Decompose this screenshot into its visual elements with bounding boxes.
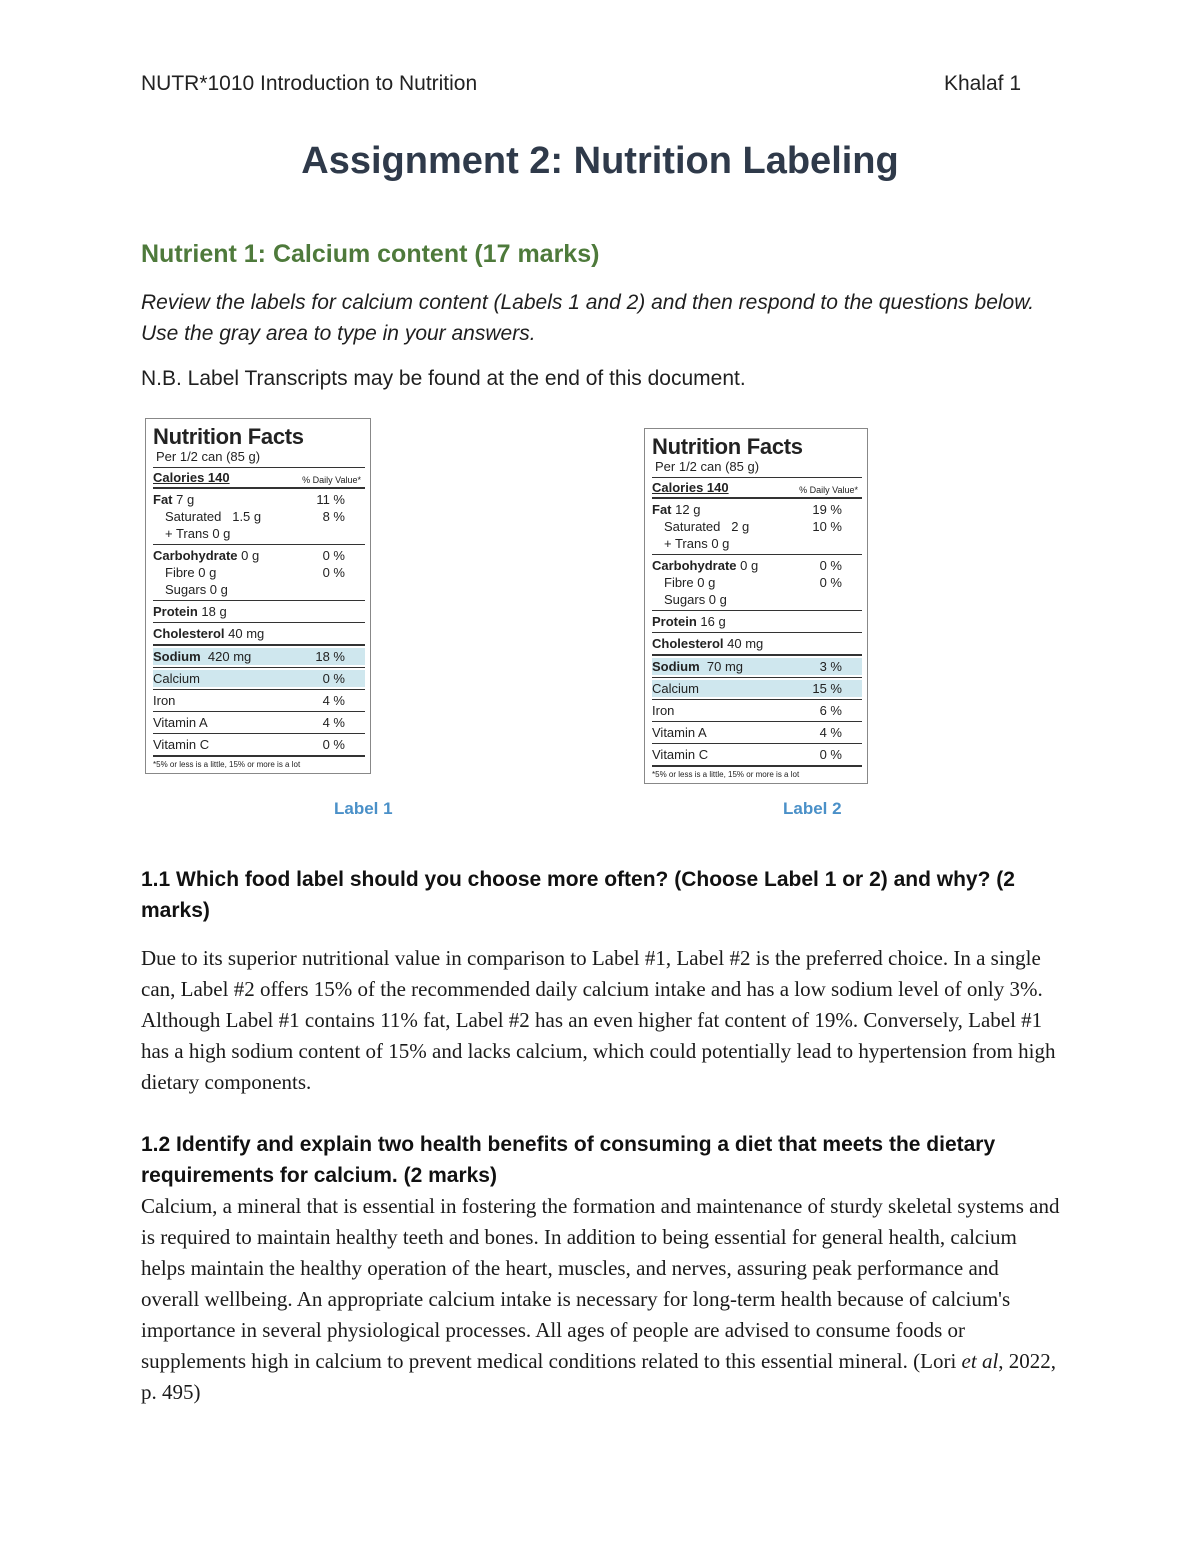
nf-row-trans: + Trans 0 g [664, 536, 730, 551]
nf-row-vitamin-a: Vitamin A 4 % [652, 725, 842, 740]
transcript-note: N.B. Label Transcripts may be found at the end of this document. [141, 367, 746, 390]
nf-serving: Per 1/2 can (85 g) [156, 449, 261, 464]
instructions: Review the labels for calcium content (Labels 1 and 2) and then respond to the questions below. Use the gray area to type in your answers. [141, 291, 1035, 345]
page-title: Assignment 2: Nutrition Labeling [301, 140, 899, 182]
nf-row-protein: Protein 16 g [652, 614, 726, 629]
nf-row-calcium: Calcium 15 % [652, 680, 862, 697]
answer-1-2: Calcium, a mineral that is essential in fostering the formation and maintenance of sturdy skeletal systems and is required to maintain healthy teeth and bones. In addition to being essential for general health, calcium helps maintain the healthy operation of the heart, muscles, and nerves, assuring peak performance and overall wellbeing. An appropriate calcium intake is necessary for long-term health because of calcium's importance in several physiological processes. All ages of people are advised to consume foods or supplements high in calcium to prevent medical conditions related to this essential mineral. (Lori et al, 2022, p. 495) [141, 1194, 1060, 1404]
header-page-number: Khalaf 1 [943, 72, 1021, 95]
nutrition-label-2 [644, 428, 868, 784]
nf-row-fibre: Fibre 0 g 0 % [664, 575, 842, 590]
nf-row-saturated: Saturated 2 g 10 % [664, 519, 842, 534]
nf-row-trans: + Trans 0 g [165, 526, 231, 541]
nf-row-fat: Fat 7 g 11 % [153, 492, 345, 507]
nf-row-carbohydrate: Carbohydrate 0 g 0 % [652, 558, 842, 573]
nf-calories: Calories 140 [652, 480, 729, 495]
question-1-1: 1.1 Which food label should you choose more often? (Choose Label 1 or 2) and why? (2 marks) [141, 868, 1015, 922]
nf-row-sodium: Sodium 420 mg 18 % [153, 648, 365, 665]
label-1-caption: Label 1 [334, 799, 393, 818]
nf-dv-header: % Daily Value* [302, 475, 361, 485]
nf-row-fat: Fat 12 g 19 % [652, 502, 842, 517]
nf-title: Nutrition Facts [652, 434, 803, 459]
nf-calories: Calories 140 [153, 470, 230, 485]
nf-footnote: *5% or less is a little, 15% or more is a lot [652, 770, 800, 779]
nutrition-label-1 [145, 418, 371, 774]
header-course: NUTR*1010 Introduction to Nutrition [141, 72, 478, 95]
label-2-caption: Label 2 [783, 799, 842, 818]
question-1-2: 1.2 Identify and explain two health benefits of consuming a diet that meets the dietary requirements for calcium. (2 marks) [141, 1133, 996, 1187]
nf-serving: Per 1/2 can (85 g) [655, 459, 760, 474]
nf-dv-header: % Daily Value* [799, 485, 858, 495]
nf-row-carbohydrate: Carbohydrate 0 g 0 % [153, 548, 345, 563]
nf-row-sugars: Sugars 0 g [165, 582, 228, 597]
nf-row-sodium: Sodium 70 mg 3 % [652, 658, 862, 675]
section-heading: Nutrient 1: Calcium content (17 marks) [141, 240, 600, 268]
nf-row-vitamin-c: Vitamin C 0 % [153, 737, 345, 752]
nf-row-iron: Iron 4 % [153, 693, 345, 708]
nf-row-protein: Protein 18 g [153, 604, 227, 619]
nf-row-cholesterol: Cholesterol 40 mg [153, 626, 265, 641]
nf-row-vitamin-a: Vitamin A 4 % [153, 715, 345, 730]
answer-1-1: Due to its superior nutritional value in comparison to Label #1, Label #2 is the preferred choice. In a single can, Label #2 offers 15% of the recommended daily calcium intake and has a low sodium level of only 3%. Although Label #1 contains 11% fat, Label #2 has an even higher fat content of 19%. Conversely, Label #1 has a high sodium content of 15% and lacks calcium, which could potentially lead to hypertension from high dietary components. [141, 946, 1056, 1094]
nf-row-iron: Iron 6 % [652, 703, 842, 718]
nf-row-vitamin-c: Vitamin C 0 % [652, 747, 842, 762]
nf-row-saturated: Saturated 1.5 g 8 % [165, 509, 345, 524]
nf-row-cholesterol: Cholesterol 40 mg [652, 636, 764, 651]
nf-footnote: *5% or less is a little, 15% or more is a lot [153, 760, 301, 769]
nf-title: Nutrition Facts [153, 424, 304, 449]
nf-row-sugars: Sugars 0 g [664, 592, 727, 607]
nf-row-calcium: Calcium 0 % [153, 670, 365, 687]
nf-row-fibre: Fibre 0 g 0 % [165, 565, 345, 580]
